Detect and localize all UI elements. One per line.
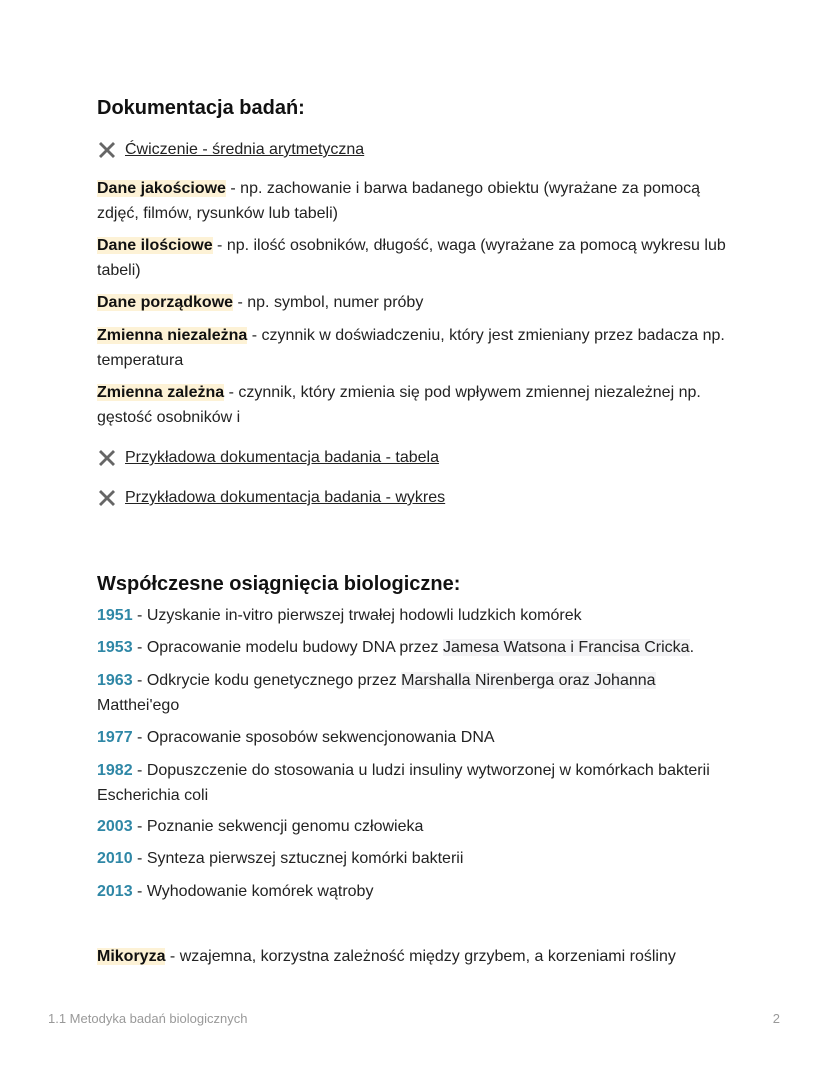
term: Dane jakościowe <box>97 180 226 197</box>
exercise-link[interactable]: Ćwiczenie - średnia arytmetyczna <box>125 141 365 158</box>
event-text-end: Matthei'ego <box>97 696 180 714</box>
cross-icon <box>97 448 117 468</box>
timeline-item <box>97 815 727 840</box>
term-definition: - wzajemna, korzystna zależność między grzybem, a korzeniami rośliny <box>165 948 676 965</box>
year: 1953 <box>97 639 133 656</box>
event-text: - Dopuszczenie do stosowania u ludzi insuliny wytworzonej w komórkach bakterii Escherichia coli <box>97 762 710 804</box>
term-definition: - np. symbol, numer próby <box>233 294 424 311</box>
timeline-item <box>97 880 727 905</box>
event-text: - Opracowanie sposobów sekwencjonowania DNA <box>132 729 495 746</box>
year: 1951 <box>97 607 133 624</box>
year: 2003 <box>97 818 133 835</box>
event-text: - Synteza pierwszej sztucznej komórki bakterii <box>132 850 464 867</box>
event-text: - Poznanie sekwencji genomu człowieka <box>132 818 424 835</box>
timeline-item <box>97 726 727 751</box>
term-paragraph <box>97 381 727 430</box>
term-paragraph <box>97 234 727 283</box>
chart-example-link[interactable]: Przykładowa dokumentacja badania - wykres <box>125 489 446 506</box>
event-text-end: . <box>689 639 695 656</box>
timeline-item <box>97 847 727 872</box>
year: 2010 <box>97 850 133 867</box>
term: Dane ilościowe <box>97 237 213 254</box>
page-number: 2 <box>772 1011 780 1026</box>
scientist-names: Marshalla Nirenberga oraz Johanna <box>401 672 656 689</box>
year: 1977 <box>97 729 133 746</box>
year: 1963 <box>97 672 133 689</box>
timeline-item <box>97 636 727 661</box>
term-definition: - czynnik, który zmienia się pod wpływem zmiennej niezależnej np. gęstość osobników i <box>97 384 701 426</box>
term: Zmienna niezależna <box>97 327 248 344</box>
term: Dane porządkowe <box>97 294 234 311</box>
section-title: Współczesne osiągnięcia biologiczne: <box>97 573 461 595</box>
timeline-item <box>97 669 727 718</box>
cross-icon <box>97 488 117 508</box>
event-text: - Odkrycie kodu genetycznego przez <box>132 672 402 689</box>
term: Zmienna zależna <box>97 384 225 401</box>
term-paragraph <box>97 177 727 226</box>
event-text: - Uzyskanie in-vitro pierwszej trwałej hodowli ludzkich komórek <box>132 607 582 624</box>
year: 2013 <box>97 883 133 900</box>
event-text: - Opracowanie modelu budowy DNA przez <box>132 639 443 656</box>
exercise-link-item[interactable] <box>97 138 727 163</box>
cross-icon <box>97 140 117 160</box>
term-definition: - czynnik w doświadczeniu, który jest zmieniany przez badacza np. temperatura <box>97 327 725 369</box>
term-paragraph <box>97 291 727 316</box>
chart-example-link-item[interactable] <box>97 486 727 511</box>
footer-title: 1.1 Metodyka badań biologicznych <box>48 1011 248 1026</box>
year: 1982 <box>97 762 133 779</box>
event-text: - Wyhodowanie komórek wątroby <box>132 883 374 900</box>
timeline-item <box>97 604 727 629</box>
table-example-link[interactable]: Przykładowa dokumentacja badania - tabela <box>125 449 439 466</box>
term-paragraph <box>97 324 727 373</box>
section-title: Dokumentacja badań: <box>97 97 305 119</box>
term: Mikoryza <box>97 948 166 965</box>
term-definition: - np. zachowanie i barwa badanego obiektu (wyrażane za pomocą zdjęć, filmów, rysunków lub tabeli) <box>97 180 701 222</box>
timeline-item <box>97 759 727 808</box>
scientist-names: Jamesa Watsona i Francisa Cricka <box>442 639 690 656</box>
table-example-link-item[interactable] <box>97 446 727 471</box>
term-paragraph <box>97 945 727 970</box>
term-definition: - np. ilość osobników, długość, waga (wyrażane za pomocą wykresu lub tabeli) <box>97 237 726 279</box>
